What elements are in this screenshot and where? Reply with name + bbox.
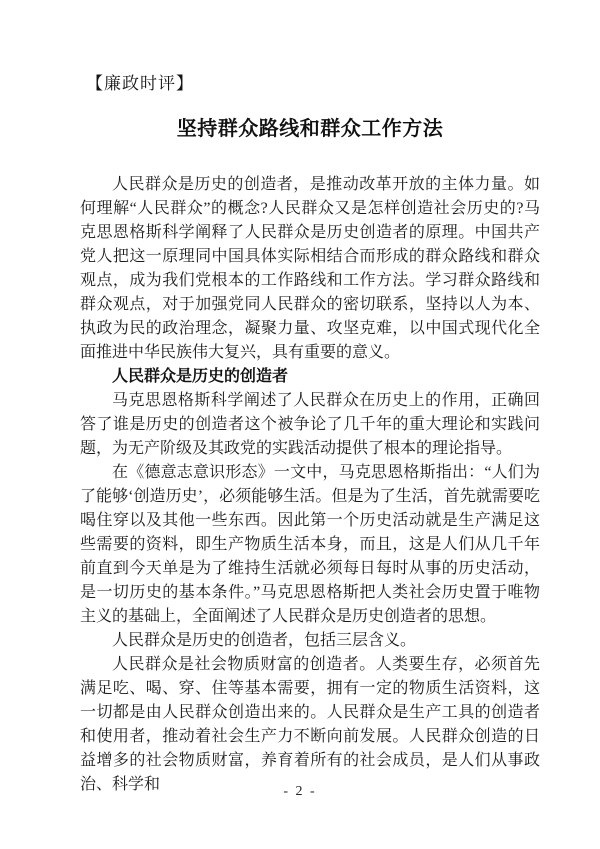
section-heading: 人民群众是历史的创造者 [112, 368, 289, 385]
document-body [80, 173, 540, 797]
body-paragraph: 人民群众是社会物质财富的创造者。人类要生存，必须首先满足吃、喝、穿、住等基本需要，拥有一定的物质生活资料，这一切都是由人民群众创造出来的。人民群众是生产工具的创造者和使用者，推动着社会生产力不断向前发展。人民群众创造的日益增多的社会物质财富，养育着所有的社会成员，是人们从事政治、科学和 [80, 656, 540, 793]
body-paragraph: 人民群众是历史的创造者，包括三层含义。 [112, 632, 417, 649]
body-paragraph: 马克思恩格斯科学阐述了人民群众在历史上的作用，正确回答了谁是历史的创造者这个被争论了几千年的重大理论和实践问题，为无产阶级及其政党的实践活动提供了根本的理论指导。 [80, 392, 540, 457]
body-paragraph: 在《德意志意识形态》一文中，马克思恩格斯指出：“人们为了能够‘创造历史’，必须能够生活。但是为了生活，首先就需要吃喝住穿以及其他一些东西。因此第一个历史活动就是生产满足这些需要的资料，即生产物质生活本身，而且，这是人们从几千年前直到今天单是为了维持生活就必须每日每时从事的历史活动，是一切历史的基本条件。”马克思恩格斯把人类社会历史置于唯物主义的基础上，全面阐述了人民群众是历史创造者的思想。 [80, 464, 540, 625]
page-number: - 2 - [283, 784, 317, 799]
document-title: 坚持群众路线和群众工作方法 [176, 118, 444, 140]
intro-paragraph: 人民群众是历史的创造者，是推动改革开放的主体力量。如何理解“人民群众”的概念?人民群众又是怎样创造社会历史的?马克思恩格斯科学阐释了人民群众是历史创造者的原理。中国共产党人把这一原理同中国具体实际相结合而形成的群众路线和群众观点，成为我们党根本的工作路线和工作方法。学习群众路线和群众观点，对于加强党同人民群众的密切联系，坚持以人为本、执政为民的政治理念，凝聚力量、攻坚克难，以中国式现代化全面推进中华民族伟大复兴，具有重要的意义。 [80, 176, 540, 361]
category-tag: 【廉政时评】 [86, 74, 194, 93]
